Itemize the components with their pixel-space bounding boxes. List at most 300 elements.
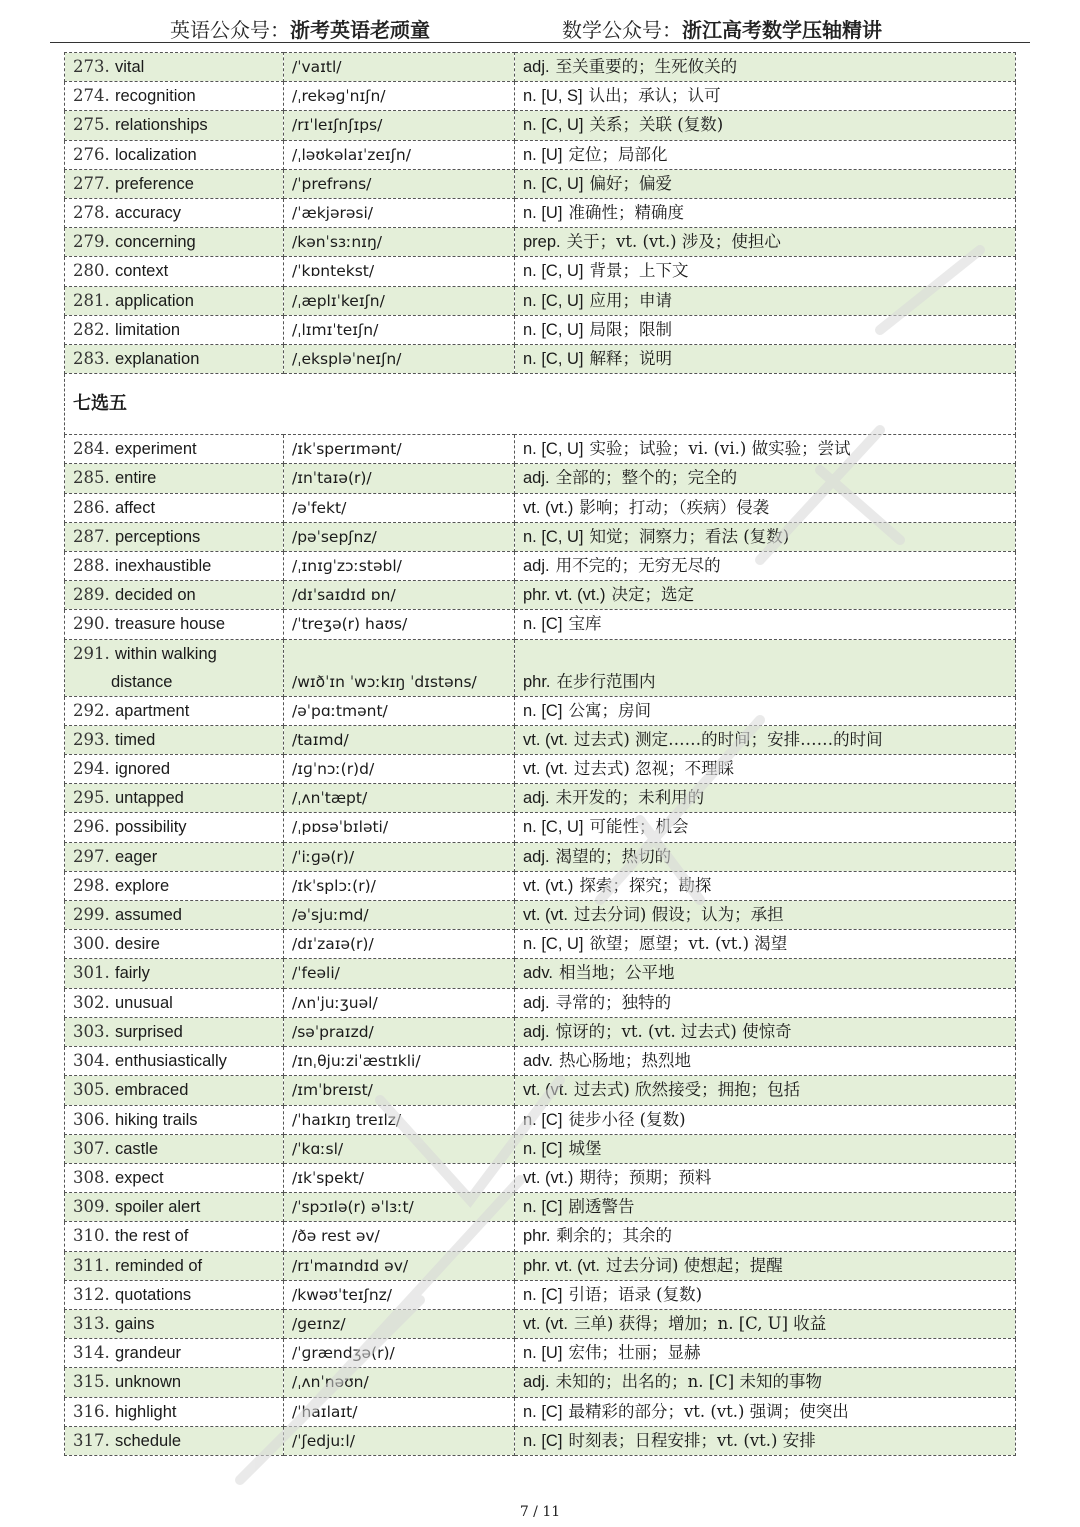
part-of-speech: n. [C, U]	[523, 262, 584, 281]
entry-word: fairly	[115, 964, 150, 983]
table-row	[65, 930, 1016, 959]
part-of-speech: phr. vt. (vt.	[523, 1256, 601, 1275]
word-cell	[65, 1339, 284, 1368]
section-header	[65, 374, 1016, 435]
table-row	[65, 1076, 1016, 1105]
definition-cell	[515, 140, 1016, 169]
definition-cell	[515, 1251, 1016, 1280]
phonetic-cell: /ˌlɪmɪˈteɪʃn/	[284, 315, 515, 344]
entry-word-continued: distance	[111, 672, 173, 691]
table-row	[65, 169, 1016, 198]
phonetic-cell: /ˈtreʒə(r) haʊs/	[284, 610, 515, 639]
entry-word: recognition	[115, 87, 196, 106]
phonetic-cell: /ðə rest əv/	[284, 1222, 515, 1251]
definition-cell	[515, 1105, 1016, 1134]
part-of-speech: n. [C]	[523, 615, 563, 634]
entry-word: highlight	[115, 1402, 177, 1421]
entry-number: 284.	[73, 439, 110, 459]
entry-word: castle	[115, 1139, 159, 1158]
part-of-speech: n. [C]	[523, 1431, 563, 1450]
definition-cell	[515, 1134, 1016, 1163]
definition-cell	[515, 435, 1016, 464]
definition-cell	[515, 1339, 1016, 1368]
word-cell	[65, 1047, 284, 1076]
entry-number: 282.	[73, 319, 110, 339]
entry-number: 292.	[73, 700, 110, 720]
definition-cell	[515, 1368, 1016, 1397]
phonetic-cell: /ˈkɑːsl/	[284, 1134, 515, 1163]
table-row	[65, 286, 1016, 315]
word-cell	[65, 140, 284, 169]
entry-word: hiking trails	[115, 1110, 198, 1129]
table-row	[65, 610, 1016, 639]
entry-word: spoiler alert	[115, 1198, 201, 1217]
chinese-meaning: 局限；限制	[589, 319, 673, 339]
entry-word: within walking	[115, 644, 217, 663]
entry-number: 287.	[73, 526, 110, 546]
entry-word: application	[115, 291, 194, 310]
entry-number: 285.	[73, 468, 110, 488]
entry-number: 273.	[73, 57, 110, 76]
chinese-meaning: 徒步小径 (复数)	[568, 1109, 686, 1129]
entry-word: context	[115, 262, 169, 281]
part-of-speech: n. [C]	[523, 1402, 563, 1421]
chinese-meaning: 过去式) 欣然接受；拥抱；包括	[573, 1080, 801, 1100]
chinese-meaning: 时刻表；日程安排；vt. (vt.) 安排	[568, 1430, 816, 1450]
part-of-speech: vt. (vt.)	[523, 1168, 574, 1187]
word-cell	[65, 82, 284, 111]
phonetic-cell: /ˈækjərəsi/	[284, 199, 515, 228]
definition-cell	[515, 813, 1016, 842]
vocabulary-table	[64, 52, 1016, 1456]
entry-word: vital	[115, 58, 145, 76]
word-cell	[65, 1163, 284, 1192]
part-of-speech: adj.	[523, 557, 550, 576]
table-row	[65, 1426, 1016, 1455]
definition-cell	[515, 53, 1016, 82]
entry-number: 293.	[73, 729, 110, 749]
definition-cell	[515, 1076, 1016, 1105]
chinese-meaning: 惊讶的；vt. (vt. 过去式) 使惊奇	[555, 1021, 792, 1041]
word-cell	[65, 552, 284, 581]
phonetic-cell: /dɪˈzaɪə(r)/	[284, 930, 515, 959]
table-row	[65, 464, 1016, 493]
entry-word: quotations	[115, 1285, 192, 1304]
table-row	[65, 725, 1016, 754]
definition-cell	[515, 1193, 1016, 1222]
chinese-meaning: 过去式) 测定……的时间；安排……的时间	[573, 729, 883, 749]
chinese-meaning: 过去分词) 使想起；提醒	[606, 1255, 783, 1275]
entry-word: affect	[115, 498, 156, 517]
entry-word: explore	[115, 876, 170, 895]
table-row	[65, 1017, 1016, 1046]
table-row	[65, 1193, 1016, 1222]
entry-number: 286.	[73, 497, 110, 517]
table-row	[65, 1105, 1016, 1134]
word-cell	[65, 959, 284, 988]
table-row	[65, 842, 1016, 871]
word-cell	[65, 988, 284, 1017]
chinese-meaning: 公寓；房间	[568, 700, 651, 720]
chinese-meaning: 最精彩的部分；vt. (vt.) 强调；使突出	[568, 1401, 849, 1421]
table-row	[65, 1309, 1016, 1338]
entry-number: 291.	[73, 643, 110, 663]
entry-word: eager	[115, 847, 158, 866]
entry-number: 307.	[73, 1138, 110, 1158]
chinese-meaning: 未知的；出名的；n. [C] 未知的事物	[555, 1372, 822, 1392]
definition-cell	[515, 581, 1016, 610]
table-row	[65, 315, 1016, 344]
math-account-label: 数学公众号：浙江高考数学压轴精讲	[562, 18, 882, 42]
definition-cell	[515, 1280, 1016, 1309]
entry-number: 316.	[73, 1401, 110, 1421]
entry-number: 306.	[73, 1109, 110, 1129]
entry-word: experiment	[115, 440, 197, 459]
phonetic-cell: /ɪkˈspekt/	[284, 1163, 515, 1192]
phonetic-cell: /ˌləʊkəlaɪˈzeɪʃn/	[284, 140, 515, 169]
definition-cell	[515, 315, 1016, 344]
chinese-meaning: 认出；承认；认可	[588, 86, 721, 106]
definition-cell	[515, 199, 1016, 228]
entry-number: 290.	[73, 614, 110, 634]
word-cell	[65, 784, 284, 813]
phonetic-cell: /ɪkˈsplɔː(r)/	[284, 871, 515, 900]
math-account-name: 浙江高考数学压轴精讲	[682, 18, 882, 42]
table-row	[65, 1339, 1016, 1368]
phonetic-cell: /ˌekspləˈneɪʃn/	[284, 345, 515, 374]
part-of-speech: prep.	[523, 233, 561, 252]
chinese-meaning: 过去分词) 假设；认为；承担	[573, 905, 784, 925]
word-cell	[65, 1193, 284, 1222]
table-row	[65, 581, 1016, 610]
definition-cell	[515, 871, 1016, 900]
entry-number: 294.	[73, 759, 110, 779]
part-of-speech: vt. (vt.	[523, 906, 568, 925]
entry-word: unusual	[115, 993, 173, 1012]
entry-word: expect	[115, 1168, 164, 1187]
word-cell	[65, 53, 284, 82]
definition-cell	[515, 1222, 1016, 1251]
phonetic-cell: /ˈvaɪtl/	[284, 53, 515, 82]
definition-cell	[515, 169, 1016, 198]
table-row	[65, 1163, 1016, 1192]
definition-cell	[515, 988, 1016, 1017]
word-cell	[65, 169, 284, 198]
entry-word: reminded of	[115, 1256, 203, 1275]
word-cell	[65, 522, 284, 551]
definition-cell	[515, 286, 1016, 315]
english-account-name: 浙考英语老顽童	[290, 18, 430, 42]
phonetic-cell: /ˌʌnˈtæpt/	[284, 784, 515, 813]
part-of-speech: n. [U, S]	[523, 87, 583, 106]
chinese-meaning: 关于；vt. (vt.) 涉及；使担心	[566, 232, 781, 252]
phonetic-cell: /kənˈsɜːnɪŋ/	[284, 228, 515, 257]
table-row	[65, 901, 1016, 930]
part-of-speech: vt. (vt.	[523, 1314, 568, 1333]
chinese-meaning: 引语；语录 (复数)	[568, 1284, 703, 1304]
phonetic-cell: /ˌʌnˈnəʊn/	[284, 1368, 515, 1397]
chinese-meaning: 影响；打动；（疾病）侵袭	[579, 497, 770, 517]
table-row	[65, 871, 1016, 900]
table-row	[65, 1280, 1016, 1309]
part-of-speech: vt. (vt.	[523, 730, 568, 749]
chinese-meaning: 三单) 获得；增加；n. [C, U] 收益	[573, 1313, 827, 1333]
word-cell	[65, 1105, 284, 1134]
word-cell	[65, 199, 284, 228]
entry-number: 305.	[73, 1080, 110, 1100]
phonetic-cell: /kwəʊˈteɪʃnz/	[284, 1280, 515, 1309]
phonetic-cell: /əˈfekt/	[284, 493, 515, 522]
entry-number: 313.	[73, 1313, 110, 1333]
entry-word: enthusiastically	[115, 1052, 227, 1071]
word-cell	[65, 257, 284, 286]
word-cell	[65, 581, 284, 610]
phonetic-cell: /ɪkˈsperɪmənt/	[284, 435, 515, 464]
table-row	[65, 228, 1016, 257]
page-number: 7 / 11	[519, 1504, 561, 1520]
table-row	[65, 1134, 1016, 1163]
chinese-meaning: 全部的；整个的；完全的	[555, 468, 738, 488]
chinese-meaning: 城堡	[568, 1138, 602, 1158]
table-row	[65, 345, 1016, 374]
part-of-speech: vt. (vt.)	[523, 876, 574, 895]
definition-cell	[515, 755, 1016, 784]
word-cell	[65, 345, 284, 374]
word-cell	[65, 111, 284, 140]
word-cell	[65, 1309, 284, 1338]
word-cell	[65, 639, 284, 696]
word-cell	[65, 725, 284, 754]
part-of-speech: n. [C]	[523, 1139, 563, 1158]
entry-word: possibility	[115, 818, 187, 837]
table-row	[65, 1397, 1016, 1426]
entry-word: unknown	[115, 1373, 182, 1392]
word-cell	[65, 315, 284, 344]
phonetic-cell: /ˈiːɡə(r)/	[284, 842, 515, 871]
entry-number: 317.	[73, 1430, 110, 1450]
phonetic-cell: /ɪnˌθjuːziˈæstɪkli/	[284, 1047, 515, 1076]
entry-word: accuracy	[115, 204, 182, 223]
table-row	[65, 53, 1016, 82]
entry-word: relationships	[115, 116, 208, 135]
part-of-speech: n. [C, U]	[523, 527, 584, 546]
part-of-speech: n. [C, U]	[523, 935, 584, 954]
definition-cell	[515, 345, 1016, 374]
table-row	[65, 1251, 1016, 1280]
definition-cell	[515, 257, 1016, 286]
part-of-speech: adj.	[523, 1022, 550, 1041]
definition-cell	[515, 1426, 1016, 1455]
chinese-meaning: 相当地；公平地	[558, 963, 675, 983]
entry-word: inexhaustible	[115, 557, 212, 576]
entry-number: 300.	[73, 934, 110, 954]
entry-number: 275.	[73, 115, 110, 135]
phonetic-cell: /ɪnˈtaɪə(r)/	[284, 464, 515, 493]
entry-word: gains	[115, 1314, 155, 1333]
part-of-speech: n. [U]	[523, 204, 563, 223]
entry-number: 281.	[73, 290, 110, 310]
word-cell	[65, 464, 284, 493]
definition-cell	[515, 552, 1016, 581]
word-cell	[65, 493, 284, 522]
entry-word: preference	[115, 174, 194, 193]
definition-cell	[515, 930, 1016, 959]
entry-word: treasure house	[115, 615, 226, 634]
word-cell	[65, 1017, 284, 1046]
phonetic-cell: /pəˈsepʃnz/	[284, 522, 515, 551]
part-of-speech: vt. (vt.)	[523, 498, 574, 517]
entry-number: 280.	[73, 261, 110, 281]
entry-number: 279.	[73, 232, 110, 252]
chinese-meaning: 期待；预期；预料	[579, 1167, 712, 1187]
definition-cell	[515, 1047, 1016, 1076]
definition-cell	[515, 784, 1016, 813]
word-cell	[65, 1280, 284, 1309]
word-cell	[65, 1397, 284, 1426]
table-row	[65, 1222, 1016, 1251]
entry-word: embraced	[115, 1081, 189, 1100]
word-cell	[65, 610, 284, 639]
chinese-meaning: 应用；申请	[589, 290, 673, 310]
part-of-speech: adj.	[523, 993, 550, 1012]
definition-cell	[515, 228, 1016, 257]
entry-number: 309.	[73, 1197, 110, 1217]
chinese-meaning: 背景；上下文	[589, 261, 689, 281]
part-of-speech: adj.	[523, 1373, 550, 1392]
entry-word: untapped	[115, 789, 184, 808]
part-of-speech: adj.	[523, 847, 550, 866]
definition-cell	[515, 1309, 1016, 1338]
entry-number: 308.	[73, 1167, 110, 1187]
part-of-speech: n. [C, U]	[523, 174, 584, 193]
section-title: 七选五	[65, 374, 1016, 435]
phonetic-cell: /rɪˈleɪʃnʃɪps/	[284, 111, 515, 140]
chinese-meaning: 偏好；偏爱	[589, 173, 673, 193]
chinese-meaning: 用不完的；无穷无尽的	[555, 556, 721, 576]
entry-word: localization	[115, 145, 197, 164]
table-row	[65, 988, 1016, 1017]
entry-number: 277.	[73, 173, 110, 193]
phonetic-cell: /ˈspɔɪlə(r) əˈlɜːt/	[284, 1193, 515, 1222]
phonetic-cell: /ˌɪnɪɡˈzɔːstəbl/	[284, 552, 515, 581]
part-of-speech: n. [C]	[523, 701, 563, 720]
word-cell	[65, 286, 284, 315]
part-of-speech: n. [C, U]	[523, 440, 584, 459]
word-cell	[65, 930, 284, 959]
entry-word: assumed	[115, 906, 182, 925]
entry-number: 311.	[73, 1255, 110, 1275]
definition-cell	[515, 493, 1016, 522]
phonetic-cell: /wɪðˈɪn ˈwɔːkɪŋ ˈdɪstəns/	[284, 639, 515, 696]
entry-number: 302.	[73, 992, 110, 1012]
definition-cell	[515, 522, 1016, 551]
table-row	[65, 111, 1016, 140]
table-row	[65, 959, 1016, 988]
english-account-label: 英语公众号：浙考英语老顽童	[170, 18, 430, 42]
chinese-meaning: 至关重要的；生死攸关的	[555, 57, 738, 76]
definition-cell	[515, 696, 1016, 725]
phonetic-cell: /ˌrekəɡˈnɪʃn/	[284, 82, 515, 111]
word-cell	[65, 696, 284, 725]
table-row	[65, 755, 1016, 784]
phonetic-cell: /ˈkɒntekst/	[284, 257, 515, 286]
part-of-speech: n. [C, U]	[523, 320, 584, 339]
word-cell	[65, 871, 284, 900]
part-of-speech: phr.	[523, 672, 551, 691]
part-of-speech: n. [C]	[523, 1198, 563, 1217]
chinese-meaning: 过去式) 忽视；不理睬	[573, 759, 735, 779]
definition-cell	[515, 959, 1016, 988]
chinese-meaning: 知觉；洞察力；看法 (复数)	[589, 526, 790, 546]
part-of-speech: phr.	[523, 1227, 551, 1246]
word-cell	[65, 1134, 284, 1163]
part-of-speech: n. [C, U]	[523, 350, 584, 369]
entry-word: explanation	[115, 350, 200, 369]
part-of-speech: n. [C, U]	[523, 291, 584, 310]
entry-number: 288.	[73, 556, 110, 576]
word-cell	[65, 1251, 284, 1280]
entry-word: the rest of	[115, 1227, 189, 1246]
entry-word: ignored	[115, 760, 171, 779]
phonetic-cell: /ˌæplɪˈkeɪʃn/	[284, 286, 515, 315]
phonetic-cell: /ʌnˈjuːʒuəl/	[284, 988, 515, 1017]
phonetic-cell: /əˈpɑːtmənt/	[284, 696, 515, 725]
entry-number: 304.	[73, 1051, 110, 1071]
entry-word: grandeur	[115, 1344, 182, 1363]
entry-word: decided on	[115, 586, 196, 605]
part-of-speech: n. [U]	[523, 1344, 563, 1363]
phonetic-cell: /ˈʃedjuːl/	[284, 1426, 515, 1455]
part-of-speech: n. [C, U]	[523, 116, 584, 135]
definition-cell	[515, 639, 1016, 696]
definition-cell	[515, 842, 1016, 871]
part-of-speech: n. [U]	[523, 145, 563, 164]
entry-number: 296.	[73, 817, 110, 837]
word-cell	[65, 435, 284, 464]
definition-cell	[515, 725, 1016, 754]
part-of-speech: n. [C]	[523, 1110, 563, 1129]
table-row	[65, 140, 1016, 169]
part-of-speech: adv.	[523, 1052, 553, 1071]
definition-cell	[515, 1397, 1016, 1426]
entry-word: timed	[115, 730, 156, 749]
entry-word: apartment	[115, 701, 190, 720]
word-cell	[65, 228, 284, 257]
chinese-meaning: 渴望的；热切的	[555, 846, 672, 866]
entry-word: entire	[115, 469, 157, 488]
definition-cell	[515, 1017, 1016, 1046]
word-cell	[65, 1426, 284, 1455]
phonetic-cell: /ɪmˈbreɪst/	[284, 1076, 515, 1105]
chinese-meaning: 剩余的；其余的	[556, 1226, 673, 1246]
part-of-speech: n. [C, U]	[523, 818, 584, 837]
chinese-meaning: 探索；探究；勘探	[579, 875, 712, 895]
chinese-meaning: 宝库	[568, 614, 602, 634]
entry-number: 274.	[73, 86, 110, 106]
entry-number: 315.	[73, 1372, 110, 1392]
table-row	[65, 1047, 1016, 1076]
entry-number: 298.	[73, 875, 110, 895]
part-of-speech: phr. vt. (vt.)	[523, 586, 606, 605]
phonetic-cell: /taɪmd/	[284, 725, 515, 754]
phonetic-cell: /ˌpɒsəˈbɪləti/	[284, 813, 515, 842]
word-cell	[65, 901, 284, 930]
word-cell	[65, 755, 284, 784]
phonetic-cell: /ˈhaɪkɪŋ treɪlz/	[284, 1105, 515, 1134]
table-row	[65, 813, 1016, 842]
chinese-meaning: 宏伟；壮丽；显赫	[568, 1343, 701, 1363]
definition-cell	[515, 464, 1016, 493]
